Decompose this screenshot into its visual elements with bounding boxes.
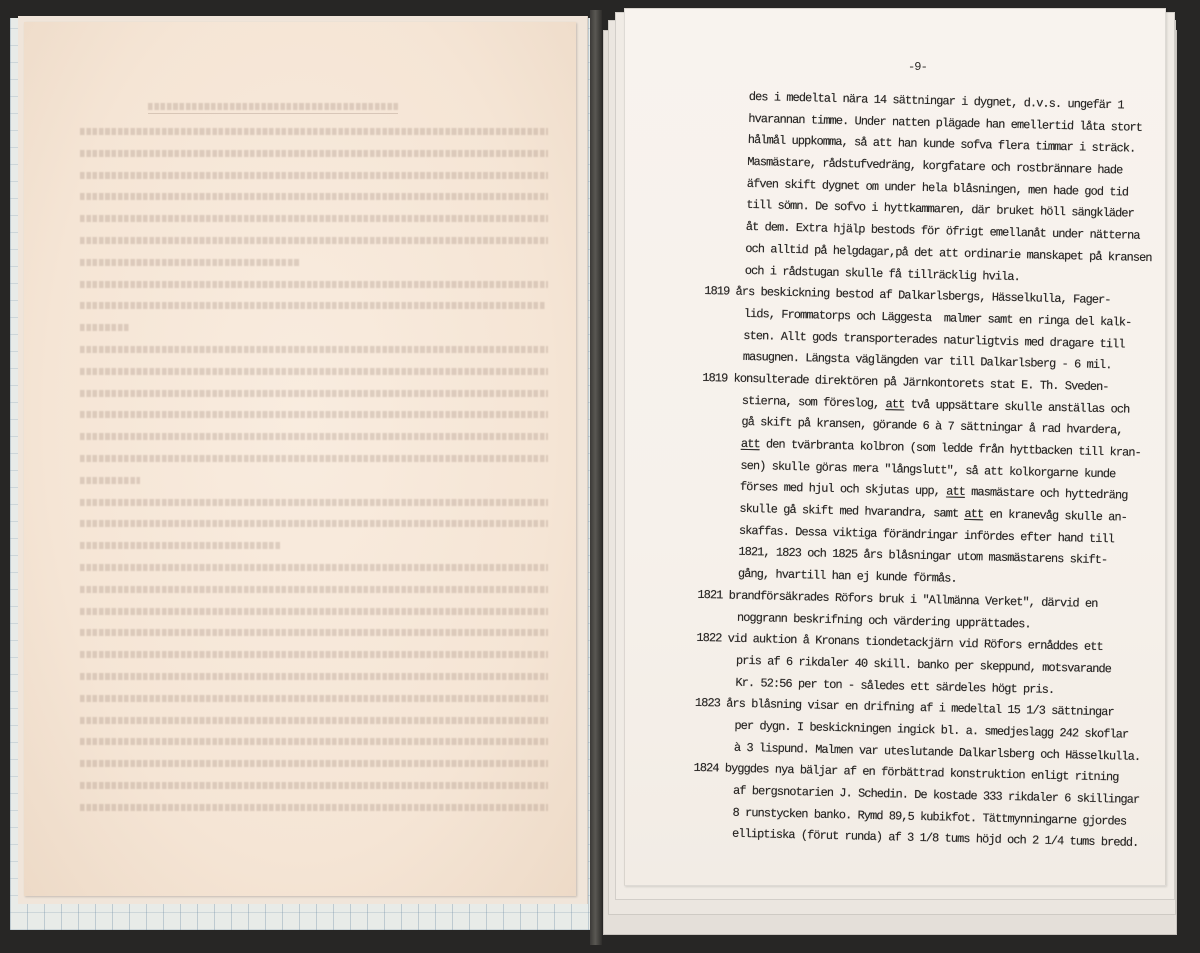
- faint-text-line: [80, 782, 548, 789]
- text-segment: den tvärbranta kolbron (som ledde från hyttbacken till kran-: [759, 437, 1142, 460]
- faint-text-line: [80, 193, 548, 200]
- text-segment: två uppsättare skulle anställas och: [904, 397, 1130, 417]
- faint-text-line: [80, 586, 548, 593]
- typewritten-text-block: [692, 86, 1179, 856]
- text-line: 1821, 1823 och 1825 års blåsningar utom masmästarens skift-: [738, 545, 1108, 568]
- text-line: lids, Frommatorps och Läggesta malmer samt en ringa del kalk-: [743, 306, 1132, 330]
- text-line: af bergsnotarien J. Schedin. De kostade 333 rikdaler 6 skillingar: [732, 783, 1140, 807]
- text-line: äfven skift dygnet om under hela blåsningen, men hade god tid: [746, 176, 1129, 200]
- underlined-word: att: [964, 506, 984, 522]
- paragraph: [694, 693, 1165, 769]
- faint-text-line: [80, 128, 548, 135]
- faint-text-line: [80, 368, 548, 375]
- faint-text-line: [80, 433, 548, 440]
- text-line: noggrann beskrifning och värdering upprättades.: [736, 610, 1031, 631]
- underlined-word: att: [885, 396, 905, 412]
- text-line: 1824 byggdes nya bäljar af en förbättrad konstruktion enligt ritning: [693, 761, 1119, 785]
- text-line: 1819 konsulterade direktören på Järnkontorets stat E. Th. Sveden-: [702, 370, 1109, 395]
- faint-text-line: [80, 564, 548, 571]
- text-line: Kr. 52:56 per ton - således ett särdeles högt pris.: [735, 675, 1055, 697]
- text-line: 1822 vid auktion å Kronans tiondetackjärn vid Röfors ernåddes ett: [696, 631, 1103, 655]
- text-line: sten. Allt gods transporterades naturligtvis med dragare till: [743, 328, 1125, 352]
- text-line: 8 runstycken banko. Rymd 89,5 kubikfot. Tättmynningarne gjordes: [732, 805, 1127, 829]
- faint-text-line: [80, 608, 548, 615]
- text-line: åt dem. Extra hjälp bestods för öfrigt emellanåt under nätterna: [745, 219, 1140, 243]
- faint-text-line: [80, 324, 130, 331]
- text-line: 1821 brandförsäkrades Röfors bruk i "Allmänna Verket", därvid en: [697, 587, 1098, 611]
- text-line: pris af 6 rikdaler 40 skill. banko per skeppund, motsvarande: [735, 653, 1112, 677]
- faint-text-line: [80, 281, 548, 288]
- faint-text-line: [80, 215, 548, 222]
- text-line: Masmästare, rådstufvedräng, korgfatare och rostbrännare hade: [747, 154, 1123, 178]
- faint-text-line: [80, 477, 140, 484]
- faint-text-line: [80, 499, 548, 506]
- faint-text-line: [80, 520, 548, 527]
- text-segment: masmästare och hyttedräng: [964, 485, 1128, 503]
- text-line: gång, hvartill han ej kunde förmås.: [737, 566, 957, 586]
- faint-text-line: [80, 673, 548, 680]
- paragraph: [695, 628, 1166, 704]
- faint-text-line: [80, 390, 548, 397]
- faint-text-line: [80, 346, 548, 353]
- text-line: masugnen. Längsta väglängden var till Dalkarlsberg - 6 mil.: [742, 350, 1112, 373]
- faint-text-line: [80, 629, 548, 636]
- text-line: gå skift på kransen, görande 6 à 7 sättningar å rad hvardera,: [741, 415, 1123, 438]
- text-line: hvarannan timme. Under natten plägade han emellertid låta stort: [748, 111, 1143, 135]
- faint-text-line: [80, 411, 548, 418]
- faint-text-line: [80, 542, 280, 549]
- text-line: och i rådstugan skulle få tillräcklig hvila.: [744, 263, 1020, 284]
- faint-text-line: [80, 651, 548, 658]
- text-segment: stierna, som föreslog,: [741, 393, 886, 411]
- faint-heading: [148, 103, 398, 110]
- faint-heading-underline: [148, 113, 398, 114]
- faint-text-line: [80, 237, 548, 244]
- faint-text-line: [80, 695, 548, 702]
- text-line: 1819 års beskickning bestod af Dalkarlsbergs, Hässelkulla, Fager-: [704, 284, 1111, 308]
- text-segment: skulle gå skift med hvarandra, samt: [739, 501, 965, 521]
- faint-text-line: [80, 150, 548, 157]
- text-line: hålmål uppkomma, så att han kunde sofva flera timmar i sträck.: [747, 133, 1136, 157]
- text-line: till sömn. De sofvo i hyttkammaren, där bruket höll sängkläder: [746, 198, 1134, 222]
- binding-gap: [590, 10, 602, 945]
- text-segment: en kranevåg skulle an-: [983, 507, 1128, 525]
- text-line: 1823 års blåsning visar en drifning af i medeltal 15 1/3 sättningar: [694, 696, 1114, 720]
- paragraph: [692, 758, 1164, 855]
- faint-text-line: [80, 302, 545, 309]
- paragraph: [705, 86, 1179, 292]
- underlined-word: att: [945, 484, 966, 500]
- page-number: -9-: [908, 60, 927, 74]
- faint-text-line: [80, 717, 548, 724]
- paragraph: [703, 281, 1175, 378]
- text-line: per dygn. I beskickningen ingick bl. a. smedjeslagg 242 skoflar: [734, 718, 1129, 742]
- faint-text-line: [80, 804, 548, 811]
- text-line: à 3 lispund. Malmen var uteslutande Dalkarlsberg och Hässelkulla.: [733, 740, 1141, 764]
- text-line: och alltid på helgdagar,på det att ordinarie manskapet på kransen: [745, 241, 1152, 265]
- text-line: des i medeltal nära 14 sättningar i dygnet, d.v.s. ungefär 1: [748, 89, 1124, 113]
- text-line: skaffas. Dessa viktiga förändringar infördes efter hand till: [738, 523, 1115, 547]
- faint-text-line: [80, 760, 548, 767]
- text-line: sen) skulle göras mera "långslutt", så att kolkorgarne kunde: [740, 458, 1116, 482]
- faint-text-line: [80, 259, 300, 266]
- text-segment: förses med hjul och skjutas upp,: [739, 480, 947, 499]
- text-line: elliptiska (förut runda) af 3 1/8 tums höjd och 2 1/4 tums bredd.: [731, 827, 1139, 851]
- faint-text-line: [80, 172, 548, 179]
- underlined-word: att: [740, 436, 760, 452]
- faint-text-line: [80, 455, 548, 462]
- faint-text-line: [80, 738, 548, 745]
- paragraph: [698, 368, 1173, 595]
